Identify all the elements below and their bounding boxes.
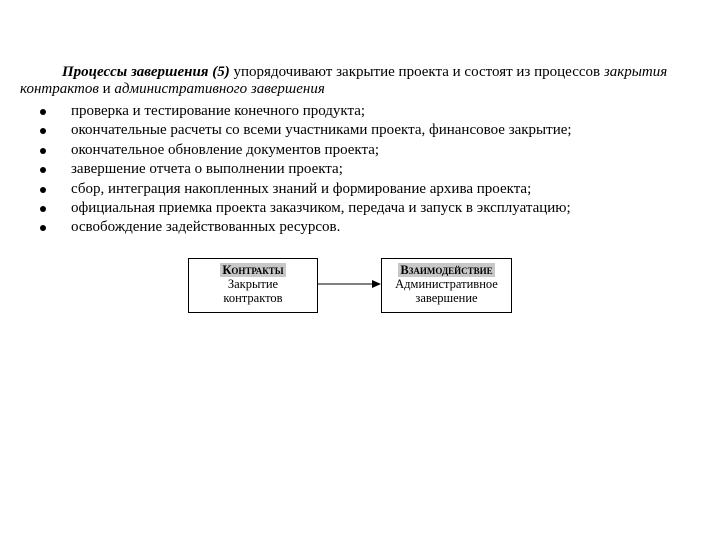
list-item-text: окончательное обновление документов проекта; xyxy=(71,141,380,158)
list-item-text: завершение отчета о выполнении проекта; xyxy=(71,161,343,178)
contracts-box-line1: Закрытие xyxy=(227,277,279,291)
bullet-icon xyxy=(40,225,46,231)
list-item-text: сбор, интеграция накопленных знаний и формирование архива проекта; xyxy=(71,180,532,197)
list-item xyxy=(40,180,572,199)
flow-arrow-icon xyxy=(318,277,382,291)
interaction-box-line2: завершение xyxy=(415,291,478,305)
intro-end: административного завершения xyxy=(114,81,325,97)
intro-conjunction: и xyxy=(98,81,115,97)
bullet-icon xyxy=(40,148,46,154)
list-item xyxy=(40,141,572,160)
list-item-text: официальная приемка проекта заказчиком, передача и запуск в эксплуатацию; xyxy=(71,200,571,217)
bullet-icon xyxy=(40,206,46,212)
list-item-text: проверка и тестирование конечного продукта; xyxy=(71,103,366,119)
bullet-list xyxy=(40,102,572,238)
intro-paragraph xyxy=(20,64,714,98)
interaction-box-title: Взаимодействие xyxy=(400,263,493,277)
list-item-text: окончательные расчеты со всеми участниками проекта, финансовое закрытие; xyxy=(71,122,572,139)
intro-middle: упорядочивают закрытие проекта и состоят из процессов xyxy=(229,64,604,80)
intro-tail: закрытия контрактов xyxy=(20,64,668,97)
list-item xyxy=(40,160,572,179)
list-item-text: освобождение задействованных ресурсов. xyxy=(71,219,341,236)
intro-lead: Процессы завершения (5) xyxy=(62,64,230,80)
interaction-box xyxy=(381,258,512,313)
list-item xyxy=(40,218,572,237)
interaction-box-line1: Административное xyxy=(395,277,498,291)
contracts-box xyxy=(188,258,318,313)
bullet-icon xyxy=(40,167,46,173)
bullet-icon xyxy=(40,187,46,193)
bullet-icon xyxy=(40,109,46,115)
contracts-box-line2: контрактов xyxy=(223,291,283,305)
list-item xyxy=(40,102,572,121)
bullet-icon xyxy=(40,128,46,134)
list-item xyxy=(40,121,572,140)
contracts-box-title: Контракты xyxy=(222,263,284,277)
list-item xyxy=(40,199,572,218)
